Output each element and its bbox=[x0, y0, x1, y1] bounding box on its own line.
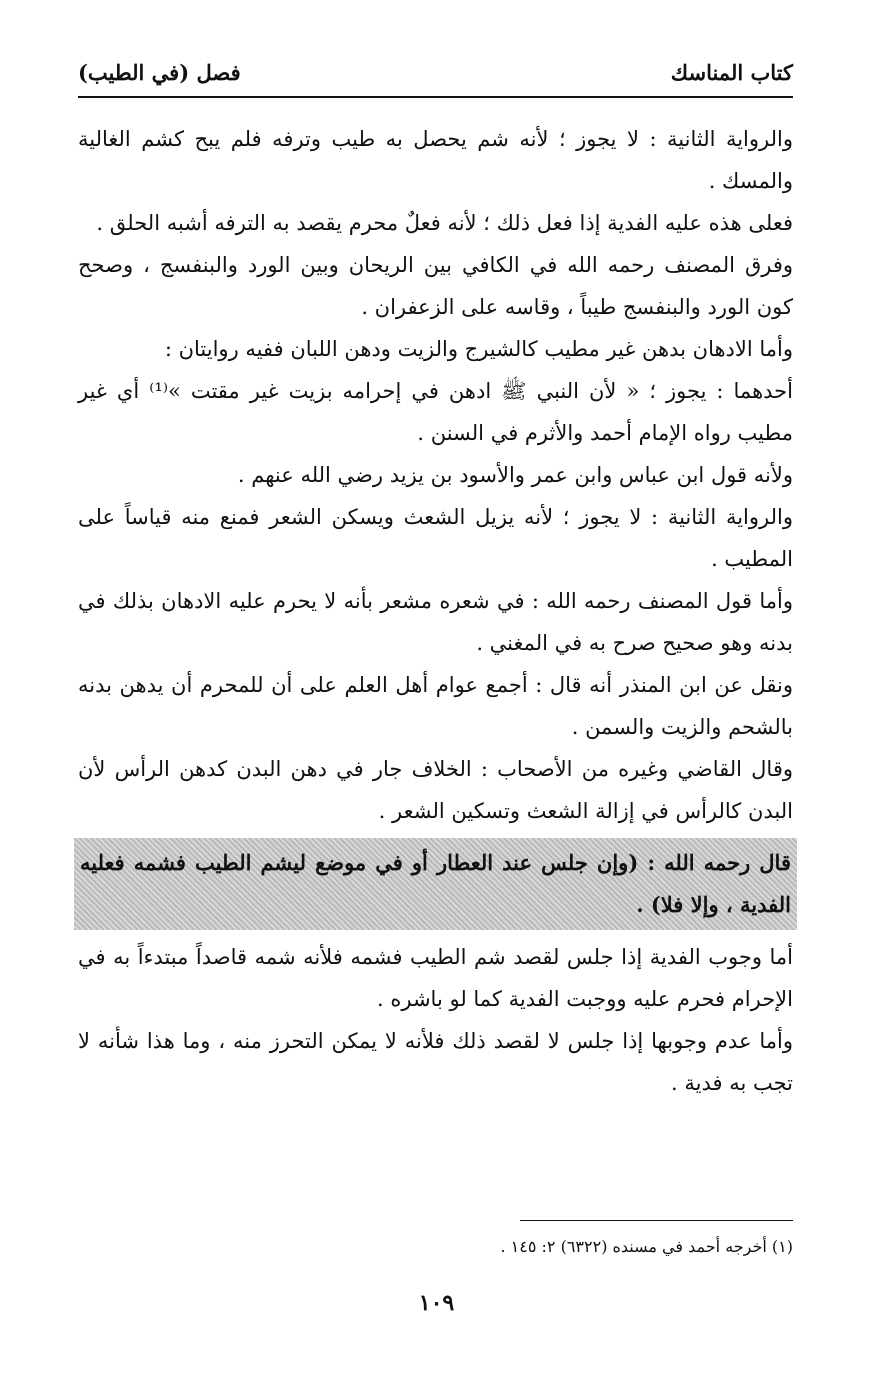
page-number: ١٠٩ bbox=[418, 1290, 455, 1316]
paragraph-8: وأما قول المصنف رحمه الله : في شعره مشعر بأنه لا يحرم عليه الادهان بذلك في بدنه وهو صحيح صرح به في المغني . bbox=[78, 589, 793, 655]
paragraph-3: وفرق المصنف رحمه الله في الكافي بين الريحان وبين الورد والبنفسج ، وصحح كون الورد والبنفسج طيباً ، وقاسه على الزعفران . bbox=[78, 253, 793, 319]
main-text bbox=[78, 118, 793, 1104]
book-title: كتاب المناسك bbox=[670, 59, 793, 85]
paragraph-1: والرواية الثانية : لا يجوز ؛ لأنه شم يحصل به طيب وترفه فلم يبح كشم الغالية والمسك . bbox=[78, 127, 793, 193]
highlighted-matn-quote: قال رحمه الله : (وإن جلس عند العطار أو في موضع ليشم الطيب فشمه فعليه الفدية ، وإلا فلا) . bbox=[74, 838, 797, 930]
footnote: (١) أخرجه أحمد في مسنده (٦٣٢٢) ٢: ١٤٥ . bbox=[500, 1237, 793, 1256]
paragraph-11: أما وجوب الفدية إذا جلس لقصد شم الطيب فشمه فلأنه شمه قاصداً مبتدءاً به في الإحرام فحرم عليه ووجبت الفدية كما لو باشره . bbox=[78, 945, 793, 1011]
paragraph-5: أحدهما : يجوز ؛ « لأن النبي ﷺ ادهن في إحرامه بزيت غير مقتت »⁽¹⁾ أي غير مطيب رواه الإمام أحمد والأثرم في السنن . bbox=[78, 379, 793, 445]
paragraph-12: وأما عدم وجوبها إذا جلس لا لقصد ذلك فلأنه لا يمكن التحرز منه ، وما هذا شأنه لا تجب به فدية . bbox=[78, 1029, 793, 1095]
paragraph-9: ونقل عن ابن المنذر أنه قال : أجمع عوام أهل العلم على أن للمحرم أن يدهن بدنه بالشحم والزيت والسمن . bbox=[78, 673, 793, 739]
header-divider bbox=[78, 96, 793, 98]
paragraph-7: والرواية الثانية : لا يجوز ؛ لأنه يزيل الشعث ويسكن الشعر فمنع منه قياساً على المطيب . bbox=[78, 505, 793, 571]
paragraph-4: وأما الادهان بدهن غير مطيب كالشيرج والزيت ودهن اللبان ففيه روايتان : bbox=[164, 337, 793, 361]
paragraph-2: فعلى هذه عليه الفدية إذا فعل ذلك ؛ لأنه فعلٌ محرم يقصد به الترفه أشبه الحلق . bbox=[96, 211, 793, 235]
paragraph-6: ولأنه قول ابن عباس وابن عمر والأسود بن يزيد رضي الله عنهم . bbox=[237, 463, 793, 487]
chapter-title: فصل (في الطيب) bbox=[78, 59, 241, 85]
paragraph-10: وقال القاضي وغيره من الأصحاب : الخلاف جار في دهن البدن كدهن الرأس لأن البدن كالرأس في إزالة الشعث وتسكين الشعر . bbox=[78, 757, 793, 823]
page-header bbox=[78, 50, 793, 94]
footnote-divider bbox=[520, 1220, 793, 1221]
